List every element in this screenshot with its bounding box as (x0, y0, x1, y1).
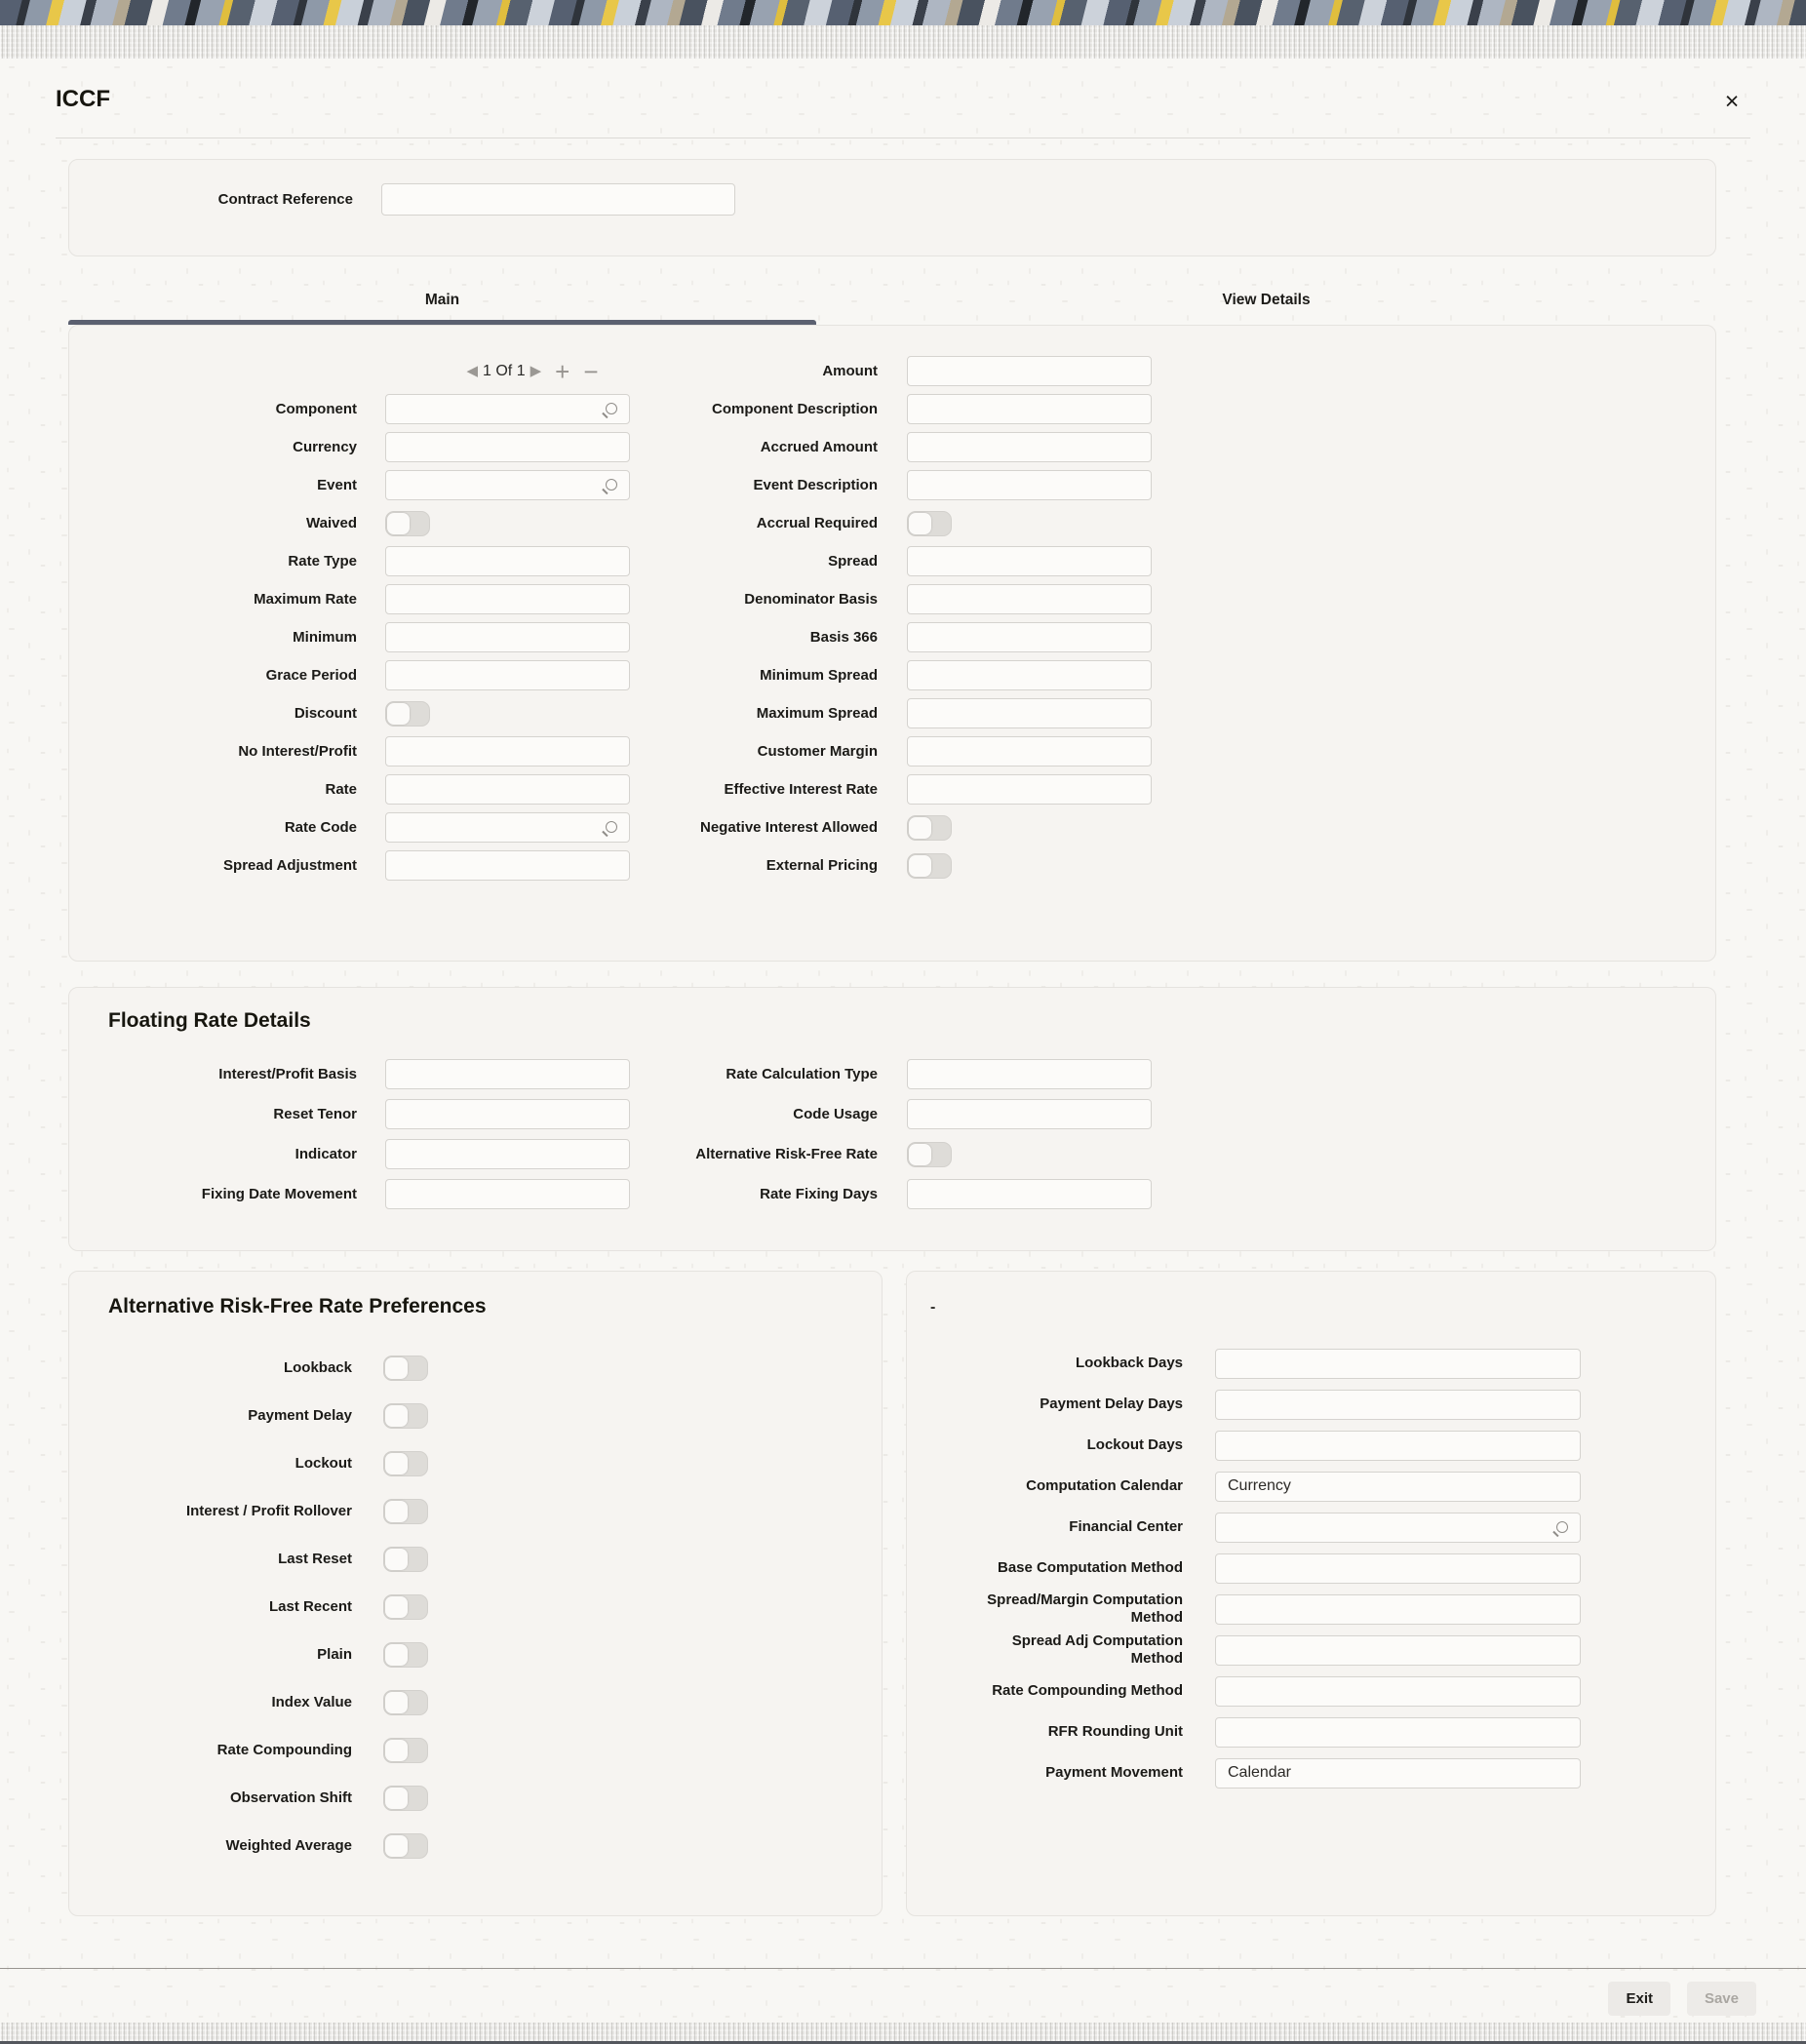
base-computation-method-label: Base Computation Method (998, 1559, 1183, 1576)
field-row (980, 1425, 1663, 1466)
field-row (646, 504, 1167, 542)
minimum-spread-input[interactable] (907, 660, 1152, 690)
field-row (646, 732, 1167, 770)
field-row (84, 846, 645, 884)
rate-code-label: Rate Code (284, 818, 357, 836)
payment-delay-days-label: Payment Delay Days (1040, 1395, 1183, 1412)
field-row (980, 1466, 1663, 1507)
field-row (980, 1548, 1663, 1589)
field-row (980, 1752, 1663, 1793)
spread-adj-computation-method-input[interactable] (1215, 1635, 1581, 1666)
field-row (84, 1439, 645, 1487)
negative-interest-allowed-label: Negative Interest Allowed (700, 818, 878, 836)
field-row (84, 504, 645, 542)
maximum-spread-input[interactable] (907, 698, 1152, 728)
financial-center-input[interactable] (1215, 1513, 1581, 1543)
field-row (646, 846, 1167, 884)
toggle-knob (385, 1453, 408, 1474)
exit-button[interactable]: Exit (1608, 1982, 1670, 2016)
field-row (84, 1392, 645, 1439)
component-label: Component (275, 400, 357, 417)
spread-margin-computation-method-input[interactable] (1215, 1594, 1581, 1625)
field-row (646, 580, 1167, 618)
arfr-toggle-column (84, 1344, 645, 1869)
observation-shift-toggle[interactable] (383, 1786, 428, 1811)
field-row (980, 1671, 1663, 1711)
field-row (84, 1583, 645, 1631)
rate-calculation-type-input[interactable] (907, 1059, 1152, 1089)
payment-delay-label: Payment Delay (248, 1406, 352, 1424)
footer-divider (0, 1968, 1806, 1969)
arfr-preferences-panel (68, 1271, 883, 1916)
rate-compounding-method-input[interactable] (1215, 1676, 1581, 1707)
field-row (980, 1507, 1663, 1548)
record-pagination (391, 352, 674, 390)
maximum-spread-label: Maximum Spread (756, 704, 878, 722)
event-description-input[interactable] (907, 470, 1152, 500)
toggle-knob (385, 1740, 408, 1761)
toggle-knob (385, 1549, 408, 1570)
customer-margin-input[interactable] (907, 736, 1152, 766)
rfr-rounding-unit-label: RFR Rounding Unit (1047, 1723, 1183, 1740)
next-record-icon[interactable]: ▶ (530, 363, 542, 379)
waived-toggle[interactable] (385, 511, 430, 536)
lookback-days-label: Lookback Days (1075, 1355, 1183, 1371)
currency-label: Currency (293, 438, 357, 455)
weighted-average-toggle[interactable] (383, 1833, 428, 1859)
fixing-date-movement-input[interactable] (385, 1179, 630, 1209)
field-row (84, 466, 645, 504)
tab-main[interactable]: Main (424, 292, 460, 308)
lookback-label: Lookback (283, 1358, 352, 1376)
indicator-label: Indicator (294, 1145, 357, 1162)
input-value: Currency (1228, 1477, 1291, 1494)
accrued-amount-input[interactable] (907, 432, 1152, 462)
field-row (84, 542, 645, 580)
field-row (646, 542, 1167, 580)
observation-shift-label: Observation Shift (229, 1788, 352, 1806)
toggle-knob (385, 1692, 408, 1713)
contract-reference-label: Contract Reference (217, 190, 353, 208)
alternative-risk-free-rate-toggle[interactable] (907, 1142, 952, 1167)
spread-adjustment-label: Spread Adjustment (223, 856, 357, 874)
field-row (84, 390, 645, 428)
main-left-column (84, 390, 645, 884)
toggle-knob (385, 1596, 408, 1618)
field-row (84, 770, 645, 808)
grace-period-input[interactable] (385, 660, 630, 690)
field-row (646, 694, 1167, 732)
effective-interest-rate-label: Effective Interest Rate (724, 780, 878, 798)
rate-fixing-days-label: Rate Fixing Days (760, 1185, 878, 1202)
discount-label: Discount (294, 704, 357, 722)
field-row (646, 1134, 1167, 1174)
field-row (646, 618, 1167, 656)
toggle-knob (909, 817, 931, 839)
accrued-amount-label: Accrued Amount (760, 438, 878, 455)
field-row (646, 1094, 1167, 1134)
last-reset-toggle[interactable] (383, 1547, 428, 1572)
grace-period-label: Grace Period (265, 666, 357, 684)
field-row (646, 656, 1167, 694)
no-interest-profit-input[interactable] (385, 736, 630, 766)
interest-profit-basis-label: Interest/Profit Basis (218, 1065, 357, 1082)
toggle-knob (385, 1788, 408, 1809)
fixing-date-movement-label: Fixing Date Movement (201, 1185, 357, 1202)
toggle-knob (909, 855, 931, 877)
weighted-average-label: Weighted Average (225, 1836, 352, 1854)
toggle-knob (385, 1357, 408, 1379)
denominator-basis-label: Denominator Basis (744, 590, 878, 608)
floating-rate-details-title: Floating Rate Details (108, 1009, 311, 1032)
arfr-details-panel (906, 1271, 1716, 1916)
search-icon[interactable] (1556, 1521, 1568, 1533)
record-count-text: 1 Of 1 (483, 362, 526, 379)
alternative-risk-free-rate-label: Alternative Risk-Free Rate (695, 1145, 878, 1162)
rate-fixing-days-input[interactable] (907, 1179, 1152, 1209)
search-icon[interactable] (606, 403, 617, 414)
toggle-knob (385, 1501, 408, 1522)
index-value-label: Index Value (271, 1693, 352, 1710)
no-interest-profit-label: No Interest/Profit (238, 742, 357, 760)
field-row (646, 770, 1167, 808)
input-value: Calendar (1228, 1764, 1291, 1781)
component-description-input[interactable] (907, 394, 1152, 424)
rfr-rounding-unit-input[interactable] (1215, 1717, 1581, 1748)
arfr-details-column (980, 1343, 1663, 1793)
field-row (646, 466, 1167, 504)
contract-reference-panel (68, 159, 1716, 256)
toggle-knob (387, 703, 410, 725)
field-row (84, 732, 645, 770)
field-row (646, 428, 1167, 466)
amount-label: Amount (822, 362, 878, 379)
event-label: Event (317, 476, 357, 493)
amount-input[interactable] (907, 356, 1152, 386)
panel-dash: - (930, 1299, 936, 1316)
denominator-basis-input[interactable] (907, 584, 1152, 614)
field-row (84, 1631, 645, 1678)
customer-margin-label: Customer Margin (757, 742, 878, 760)
field-row (69, 160, 1715, 216)
external-pricing-label: External Pricing (766, 856, 878, 874)
close-icon[interactable]: × (1724, 87, 1740, 115)
interest-profit-rollover-toggle[interactable] (383, 1499, 428, 1524)
save-button[interactable]: Save (1687, 1982, 1756, 2016)
rate-type-label: Rate Type (288, 552, 357, 570)
field-row (84, 1726, 645, 1774)
lookback-days-input[interactable] (1215, 1349, 1581, 1379)
minimum-input[interactable] (385, 622, 630, 652)
code-usage-input[interactable] (907, 1099, 1152, 1129)
field-row (84, 580, 645, 618)
rate-compounding-method-label: Rate Compounding Method (992, 1682, 1183, 1699)
floating-rate-details-panel (68, 987, 1716, 1251)
top-camo-band (0, 0, 1806, 25)
component-input[interactable] (385, 394, 630, 424)
spread-input[interactable] (907, 546, 1152, 576)
component-description-label: Component Description (711, 400, 878, 417)
interest-profit-rollover-label: Interest / Profit Rollover (185, 1502, 352, 1519)
field-row (980, 1589, 1663, 1630)
floating-right-column (646, 1054, 1167, 1214)
field-row (84, 694, 645, 732)
bottom-noise-band (0, 2023, 1806, 2044)
main-right-column (646, 352, 1167, 884)
arfr-preferences-title: Alternative Risk-Free Rate Preferences (108, 1295, 487, 1317)
plain-toggle[interactable] (383, 1642, 428, 1668)
computation-calendar-label: Computation Calendar (1026, 1477, 1183, 1494)
field-row (646, 808, 1167, 846)
basis-366-input[interactable] (907, 622, 1152, 652)
field-row (84, 1094, 645, 1134)
rate-input[interactable] (385, 774, 630, 805)
discount-toggle[interactable] (385, 701, 430, 727)
financial-center-label: Financial Center (1069, 1518, 1183, 1535)
reset-tenor-input[interactable] (385, 1099, 630, 1129)
toggle-knob (385, 1644, 408, 1666)
toggle-knob (385, 1835, 408, 1857)
plain-label: Plain (317, 1645, 352, 1663)
field-row (84, 808, 645, 846)
previous-record-icon[interactable]: ◀ (466, 363, 479, 379)
search-icon[interactable] (606, 821, 617, 833)
last-recent-toggle[interactable] (383, 1594, 428, 1620)
effective-interest-rate-input[interactable] (907, 774, 1152, 805)
code-usage-label: Code Usage (793, 1105, 878, 1122)
toggle-knob (909, 1144, 931, 1165)
field-row (646, 1174, 1167, 1214)
field-row (980, 1630, 1663, 1671)
field-row (84, 656, 645, 694)
remove-record-icon[interactable]: − (583, 356, 599, 386)
field-row (84, 1822, 645, 1869)
interest-profit-basis-input[interactable] (385, 1059, 630, 1089)
floating-left-column (84, 1054, 645, 1214)
accrual-required-toggle[interactable] (907, 511, 952, 536)
field-row (84, 1134, 645, 1174)
rate-label: Rate (325, 780, 357, 798)
field-row (84, 1174, 645, 1214)
rate-compounding-toggle[interactable] (383, 1738, 428, 1763)
lockout-toggle[interactable] (383, 1451, 428, 1476)
field-row (84, 618, 645, 656)
event-input[interactable] (385, 470, 630, 500)
currency-input[interactable] (385, 432, 630, 462)
field-row (646, 390, 1167, 428)
minimum-spread-label: Minimum Spread (760, 666, 878, 684)
rate-code-input[interactable] (385, 812, 630, 843)
search-icon[interactable] (606, 479, 617, 491)
main-tab-panel (68, 325, 1716, 962)
base-computation-method-input[interactable] (1215, 1553, 1581, 1584)
accrual-required-label: Accrual Required (756, 514, 878, 531)
spread-label: Spread (828, 552, 878, 570)
spread-adjustment-input[interactable] (385, 850, 630, 881)
top-noise-band (0, 25, 1806, 59)
rate-type-input[interactable] (385, 546, 630, 576)
event-description-label: Event Description (753, 476, 878, 493)
minimum-label: Minimum (293, 628, 357, 646)
field-row (646, 352, 1167, 390)
lockout-days-input[interactable] (1215, 1431, 1581, 1461)
payment-delay-toggle[interactable] (383, 1403, 428, 1429)
field-row (84, 428, 645, 466)
field-row (980, 1384, 1663, 1425)
payment-movement-label: Payment Movement (1045, 1764, 1183, 1781)
spread-margin-computation-method-label: Spread/Margin Computation Method (987, 1592, 1183, 1626)
toggle-knob (387, 513, 410, 534)
negative-interest-allowed-toggle[interactable] (907, 815, 952, 841)
last-reset-label: Last Reset (278, 1550, 352, 1567)
field-row (84, 1487, 645, 1535)
field-row (84, 1535, 645, 1583)
payment-movement-input[interactable] (1215, 1758, 1581, 1788)
index-value-toggle[interactable] (383, 1690, 428, 1715)
maximum-rate-input[interactable] (385, 584, 630, 614)
lockout-days-label: Lockout Days (1086, 1436, 1183, 1453)
field-row (84, 1774, 645, 1822)
indicator-input[interactable] (385, 1139, 630, 1169)
toggle-knob (385, 1405, 408, 1427)
waived-label: Waived (306, 514, 357, 531)
toggle-knob (909, 513, 931, 534)
lockout-label: Lockout (294, 1454, 352, 1472)
field-row (980, 1711, 1663, 1752)
field-row (84, 1054, 645, 1094)
last-recent-label: Last Recent (268, 1597, 352, 1615)
payment-delay-days-input[interactable] (1215, 1390, 1581, 1420)
rate-compounding-label: Rate Compounding (216, 1741, 352, 1758)
tab-view-details[interactable]: View Details (1222, 292, 1311, 308)
external-pricing-toggle[interactable] (907, 853, 952, 879)
maximum-rate-label: Maximum Rate (254, 590, 357, 608)
add-record-icon[interactable]: + (555, 356, 570, 386)
lookback-toggle[interactable] (383, 1356, 428, 1381)
field-row (84, 1344, 645, 1392)
contract-reference-input[interactable] (381, 183, 735, 216)
rate-calculation-type-label: Rate Calculation Type (726, 1065, 878, 1082)
reset-tenor-label: Reset Tenor (273, 1105, 357, 1122)
page-title: ICCF (56, 86, 110, 112)
basis-366-label: Basis 366 (809, 628, 878, 646)
field-row (84, 1678, 645, 1726)
spread-adj-computation-method-label: Spread Adj Computation Method (1011, 1632, 1183, 1667)
field-row (646, 1054, 1167, 1094)
computation-calendar-input[interactable] (1215, 1472, 1581, 1502)
field-row (980, 1343, 1663, 1384)
